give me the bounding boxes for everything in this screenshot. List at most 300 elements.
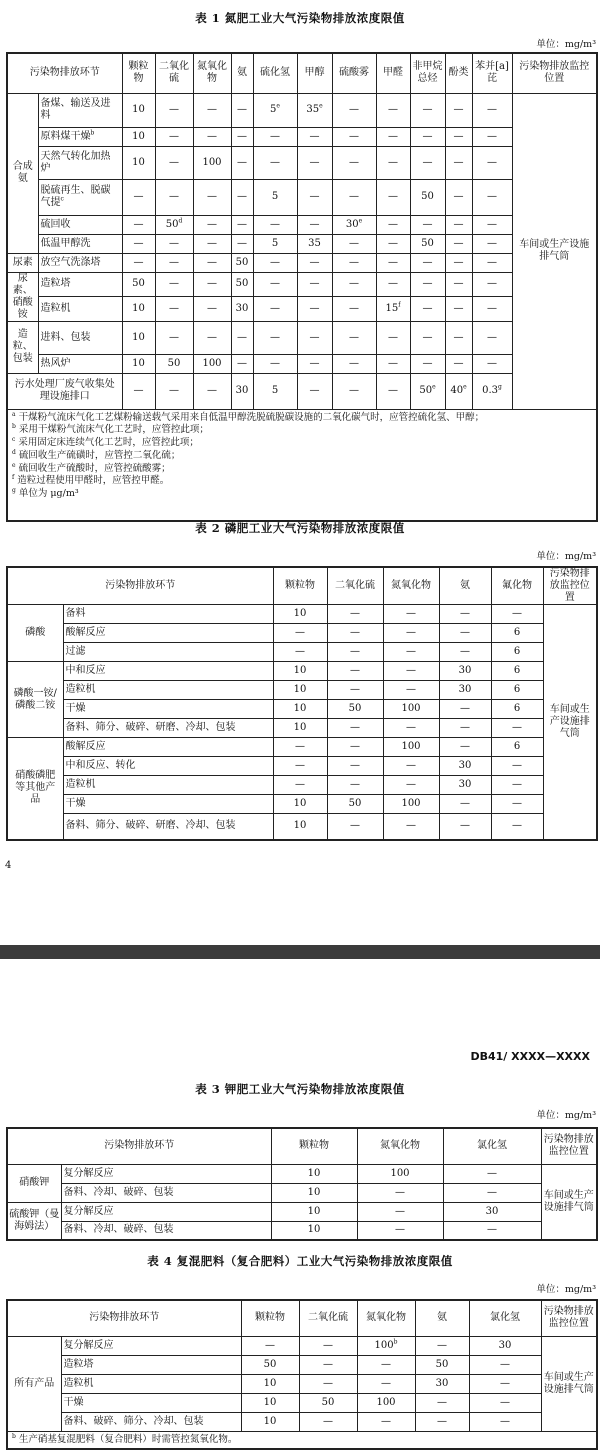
cell-text: —	[388, 357, 398, 369]
cell-text: 50	[165, 218, 179, 230]
value-cell	[122, 146, 155, 179]
column-header	[383, 567, 439, 605]
footnote-marker: a	[12, 410, 16, 418]
cell-text: —	[422, 302, 433, 314]
cell-text: 6	[513, 741, 521, 752]
value-cell	[357, 1202, 443, 1221]
footnote-marker: b	[12, 423, 16, 431]
cell-text: —	[207, 130, 217, 142]
cell-text: 车间或生产设施排气筒	[543, 1371, 594, 1395]
cell-text: 30	[235, 302, 249, 314]
cell-text: —	[169, 130, 179, 142]
table-row	[7, 738, 597, 757]
cell-text: 车间或生产设施排气筒	[519, 239, 590, 262]
cell-text: 酚类	[448, 67, 469, 79]
cell-text: 35	[308, 237, 321, 249]
process-label	[38, 297, 122, 322]
process-label	[38, 127, 122, 146]
cell-text: —	[500, 1415, 510, 1427]
value-cell	[155, 146, 193, 179]
value-cell	[332, 127, 376, 146]
cell-text: —	[487, 156, 497, 168]
cell-text: 10	[132, 302, 145, 314]
monitor-location	[512, 93, 597, 409]
cell-text: —	[207, 278, 217, 290]
cell-text: —	[395, 1186, 405, 1198]
cell-text: —	[487, 331, 497, 343]
cell-text: —	[453, 256, 464, 268]
value-cell	[443, 1202, 541, 1221]
cell-text: 硫酸钾（曼海姆法）	[9, 1208, 60, 1232]
footnote-row	[7, 1431, 597, 1449]
value-cell	[253, 234, 297, 253]
cell-text: —	[487, 104, 497, 115]
cell-text: 5	[271, 237, 279, 249]
cell-text: —	[295, 741, 305, 752]
footnote-text: 单位为 μg/m³	[15, 488, 79, 500]
column-header	[231, 53, 253, 93]
cell-text: 备料、冷却、破碎、包装	[63, 1186, 174, 1198]
cell-text: 100	[202, 357, 222, 369]
cell-text: —	[350, 684, 360, 695]
value-cell	[415, 1336, 469, 1355]
monitor-location	[541, 1336, 597, 1431]
cell-text: —	[350, 722, 360, 733]
cell-text: 颗粒物	[285, 580, 315, 591]
value-cell	[231, 354, 253, 373]
cell-text: 干燥	[65, 703, 86, 714]
value-cell	[332, 93, 376, 127]
value-cell	[410, 373, 445, 409]
column-header	[491, 567, 543, 605]
cell-text: 备料、筛分、破碎、研磨、冷却、包装	[65, 820, 236, 832]
cell-text: —	[237, 130, 247, 142]
value-cell	[472, 321, 512, 354]
cell-text: —	[460, 798, 470, 809]
value-cell	[357, 1374, 415, 1393]
column-header	[327, 567, 383, 605]
cell-text: 10	[293, 722, 307, 733]
column-header	[7, 1128, 271, 1164]
cell-text: 6	[513, 646, 521, 657]
column-header	[357, 1128, 443, 1164]
value-cell	[383, 662, 439, 681]
table-row	[7, 1374, 597, 1393]
cell-text: 苯并[a]芘	[475, 61, 509, 85]
value-cell	[415, 1355, 469, 1374]
value-cell	[241, 1412, 299, 1431]
cell-text: 污染物排放监控位置	[543, 1134, 594, 1158]
process-label	[38, 179, 122, 215]
value-cell	[376, 234, 410, 253]
cell-text: 脱硫再生、脱碳气提	[40, 185, 111, 208]
column-header	[543, 567, 597, 605]
cell-text: 10	[132, 104, 145, 115]
value-cell	[376, 321, 410, 354]
cell-text: —	[422, 104, 433, 115]
process-label	[38, 93, 122, 127]
value-cell	[327, 700, 383, 719]
cell-text: 50	[321, 1396, 335, 1408]
table-row	[7, 373, 597, 409]
value-cell	[253, 321, 297, 354]
group-label	[7, 321, 38, 373]
value-cell	[327, 681, 383, 700]
cell-text: 硫回收	[40, 218, 71, 230]
footnote-marker: d	[178, 217, 183, 225]
table-row	[7, 757, 597, 776]
cell-text: —	[512, 820, 522, 832]
value-cell	[491, 624, 543, 643]
cell-text: —	[406, 722, 416, 733]
value-cell	[469, 1355, 541, 1374]
cell-text: —	[295, 760, 305, 771]
table-row	[7, 253, 597, 272]
value-cell	[491, 795, 543, 814]
cell-text: —	[309, 302, 320, 314]
cell-text: 污水处理厂废气收集处理设施排口	[14, 379, 115, 402]
cell-text: —	[270, 156, 280, 168]
cell-text: —	[487, 1167, 497, 1179]
value-cell	[253, 146, 297, 179]
cell-text: —	[487, 191, 497, 202]
value-cell	[193, 215, 231, 234]
cell-text: 车间或生产设施排气筒	[549, 703, 590, 739]
value-cell	[383, 795, 439, 814]
value-cell	[472, 215, 512, 234]
cell-text: —	[323, 1339, 333, 1351]
cell-text: —	[406, 820, 416, 832]
cell-text: 50	[419, 385, 433, 396]
value-cell	[332, 354, 376, 373]
table2-unit: 单位：mg/m³	[536, 551, 596, 562]
group-label	[7, 662, 63, 738]
value-cell	[193, 297, 231, 322]
process-label	[63, 662, 273, 681]
value-cell	[445, 272, 472, 297]
value-cell	[155, 373, 193, 409]
cell-text: 造粒、包装	[12, 329, 33, 364]
table1-unit: 单位：mg/m³	[536, 39, 596, 50]
cell-text: 50	[421, 237, 434, 249]
cell-text: 50	[263, 1358, 277, 1370]
cell-text: —	[295, 646, 305, 657]
value-cell	[155, 321, 193, 354]
cell-text: —	[512, 779, 522, 790]
process-label	[61, 1183, 271, 1202]
value-cell	[332, 146, 376, 179]
value-cell	[439, 643, 491, 662]
process-label	[61, 1393, 241, 1412]
cell-text: —	[406, 646, 416, 657]
value-cell	[383, 681, 439, 700]
cell-text: 6	[513, 627, 521, 638]
cell-text: 50	[421, 191, 434, 202]
table-row	[7, 146, 597, 179]
cell-text: —	[453, 191, 464, 202]
value-cell	[383, 814, 439, 840]
value-cell	[122, 321, 155, 354]
process-label	[63, 643, 273, 662]
footnote-line	[12, 475, 592, 488]
value-cell	[253, 127, 297, 146]
table-row	[7, 700, 597, 719]
cell-text: —	[207, 302, 217, 314]
cell-text: 中和反应、转化	[65, 760, 136, 771]
cell-text: 复分解反应	[63, 1205, 114, 1217]
footnote-marker: e	[358, 217, 363, 225]
cell-text: 备料、破碎、筛分、冷却、包装	[63, 1415, 204, 1427]
value-cell	[271, 1183, 357, 1202]
column-header	[7, 567, 273, 605]
cell-text: —	[270, 331, 280, 343]
process-label	[63, 624, 273, 643]
cell-text: —	[500, 1396, 510, 1408]
value-cell	[410, 234, 445, 253]
table1-title: 表 1 氮肥工业大气污染物排放浓度限值	[195, 11, 405, 25]
value-cell	[332, 373, 376, 409]
value-cell	[273, 662, 327, 681]
cell-text: —	[309, 357, 320, 369]
value-cell	[415, 1412, 469, 1431]
cell-text: —	[406, 665, 416, 676]
value-cell	[297, 146, 332, 179]
value-cell	[273, 814, 327, 840]
value-cell	[155, 272, 193, 297]
cell-text: —	[487, 278, 497, 290]
cell-text: —	[437, 1415, 447, 1427]
table-row	[7, 1336, 597, 1355]
value-cell	[439, 719, 491, 738]
cell-text: —	[349, 331, 359, 343]
footnote-row	[7, 409, 597, 521]
table-header-row	[7, 1300, 597, 1336]
cell-text: —	[453, 104, 464, 115]
value-cell	[231, 373, 253, 409]
cell-text: 10	[132, 357, 145, 369]
cell-text: —	[207, 256, 217, 268]
cell-text: —	[350, 760, 360, 771]
table-header-row	[7, 567, 597, 605]
value-cell	[491, 776, 543, 795]
value-cell	[273, 757, 327, 776]
footnote-text: 采用固定床连续气化工艺时，应管控此项；	[15, 437, 199, 449]
table-row	[7, 719, 597, 738]
cell-text: 100	[390, 1167, 410, 1179]
cell-text: —	[169, 331, 179, 343]
cell-text: 颗粒物	[299, 1140, 329, 1152]
value-cell	[273, 643, 327, 662]
value-cell	[445, 234, 472, 253]
value-cell	[327, 719, 383, 738]
value-cell	[253, 354, 297, 373]
process-label	[61, 1336, 241, 1355]
cell-text: —	[350, 646, 360, 657]
footnote-line	[12, 412, 592, 425]
cell-text: —	[349, 357, 359, 369]
cell-text: 备料、冷却、破碎、包装	[63, 1224, 174, 1236]
value-cell	[271, 1202, 357, 1221]
value-cell	[122, 234, 155, 253]
value-cell	[491, 814, 543, 840]
cell-text: —	[460, 703, 470, 714]
cell-text: 二氧化硫	[159, 61, 189, 85]
cell-text: —	[207, 331, 217, 343]
cell-text: —	[487, 357, 497, 369]
cell-text: 造粒机	[63, 1377, 94, 1389]
process-label	[38, 354, 122, 373]
value-cell	[299, 1355, 357, 1374]
value-cell	[122, 127, 155, 146]
value-cell	[472, 234, 512, 253]
process-label	[38, 234, 122, 253]
cell-text: 非甲烷总烃	[412, 61, 443, 85]
cell-text: —	[349, 130, 359, 142]
value-cell	[469, 1393, 541, 1412]
value-cell	[327, 757, 383, 776]
cell-text: —	[406, 779, 416, 790]
value-cell	[410, 297, 445, 322]
value-cell	[193, 93, 231, 127]
value-cell	[253, 253, 297, 272]
cell-text: —	[395, 1205, 405, 1217]
value-cell	[415, 1374, 469, 1393]
table2	[6, 566, 598, 841]
table-row	[7, 681, 597, 700]
value-cell	[297, 234, 332, 253]
value-cell	[299, 1374, 357, 1393]
cell-text: —	[388, 218, 398, 230]
group-label	[7, 738, 63, 840]
table-row	[7, 1355, 597, 1374]
cell-text: 10	[293, 703, 307, 714]
cell-text: —	[169, 302, 179, 314]
value-cell	[383, 643, 439, 662]
cell-text: —	[349, 104, 359, 115]
cell-text: —	[453, 331, 464, 343]
value-cell	[491, 738, 543, 757]
cell-text: 50	[235, 278, 249, 290]
footnote-text: 造粒过程使用甲醛时，应管控甲醛。	[14, 475, 170, 487]
value-cell	[445, 321, 472, 354]
cell-text: 50	[348, 798, 362, 809]
cell-text: 10	[307, 1224, 321, 1236]
value-cell	[231, 127, 253, 146]
cell-text: 10	[263, 1396, 277, 1408]
cell-text: —	[169, 256, 179, 268]
cell-text: 低温甲醇洗	[40, 237, 91, 249]
value-cell	[231, 215, 253, 234]
value-cell	[193, 253, 231, 272]
column-header	[541, 1128, 597, 1164]
value-cell	[327, 795, 383, 814]
value-cell	[327, 776, 383, 795]
table3	[6, 1127, 598, 1241]
group-label	[7, 93, 38, 253]
cell-text: —	[395, 1224, 405, 1236]
value-cell	[155, 179, 193, 215]
column-header	[122, 53, 155, 93]
table-row	[7, 297, 597, 322]
table-row	[7, 662, 597, 681]
table2-title: 表 2 磷肥工业大气污染物排放浓度限值	[195, 521, 405, 535]
cell-text: 0.3	[482, 385, 499, 396]
value-cell	[297, 373, 332, 409]
process-label	[63, 757, 273, 776]
value-cell	[155, 354, 193, 373]
cell-text: —	[381, 1377, 391, 1389]
cell-text: 天然气转化加热炉	[40, 150, 111, 174]
cell-text: —	[270, 357, 280, 369]
process-label	[63, 605, 273, 624]
value-cell	[472, 272, 512, 297]
cell-text: —	[460, 722, 470, 733]
table-row	[7, 1221, 597, 1240]
cell-text: —	[309, 331, 320, 343]
cell-text: 酸解反应	[65, 627, 106, 638]
footnote-line	[12, 450, 592, 463]
cell-text: 100	[374, 1339, 394, 1351]
cell-text: 6	[513, 665, 521, 676]
cell-text: —	[169, 156, 179, 168]
cell-text: 30	[485, 1205, 499, 1217]
value-cell	[122, 297, 155, 322]
footnote-marker: f	[398, 301, 401, 309]
cell-text: 颗粒物	[255, 1312, 285, 1324]
process-label	[63, 719, 273, 738]
table-row	[7, 1183, 597, 1202]
cell-text: 硫化氢	[260, 67, 290, 79]
cell-text: 硝酸磷肥等其他产品	[15, 770, 56, 806]
value-cell	[383, 700, 439, 719]
cell-text: 二氧化硫	[308, 1312, 348, 1324]
document-page-2	[0, 959, 600, 1455]
cell-text: 造粒塔	[40, 278, 71, 290]
group-label	[7, 1336, 61, 1431]
cell-text: 颗粒物	[128, 61, 149, 85]
process-label	[38, 253, 122, 272]
value-cell	[332, 321, 376, 354]
cell-text: 10	[132, 130, 145, 142]
cell-text: —	[207, 385, 217, 396]
value-cell	[445, 146, 472, 179]
table-row	[7, 234, 597, 253]
cell-text: —	[349, 256, 359, 268]
cell-text: 甲醇	[304, 67, 325, 79]
cell-text: 污染物排放监控位置	[543, 1306, 594, 1330]
cell-text: 中和反应	[65, 665, 106, 676]
footnote-marker: d	[12, 448, 16, 456]
value-cell	[122, 354, 155, 373]
cell-text: —	[207, 104, 217, 115]
cell-text: —	[460, 741, 470, 752]
cell-text: 热风炉	[40, 357, 71, 369]
cell-text: —	[207, 218, 217, 230]
cell-text: 车间或生产设施排气筒	[543, 1189, 594, 1213]
cell-text: 污染物排放环节	[104, 1140, 175, 1152]
value-cell	[253, 373, 297, 409]
cell-text: —	[237, 156, 247, 168]
cell-text: —	[460, 646, 470, 657]
cell-text: —	[500, 1377, 510, 1389]
cell-text: —	[237, 218, 247, 230]
value-cell	[122, 253, 155, 272]
table-row	[7, 814, 597, 840]
value-cell	[231, 272, 253, 297]
cell-text: —	[270, 218, 280, 230]
cell-text: —	[406, 608, 416, 619]
cell-text: 35	[306, 104, 320, 115]
